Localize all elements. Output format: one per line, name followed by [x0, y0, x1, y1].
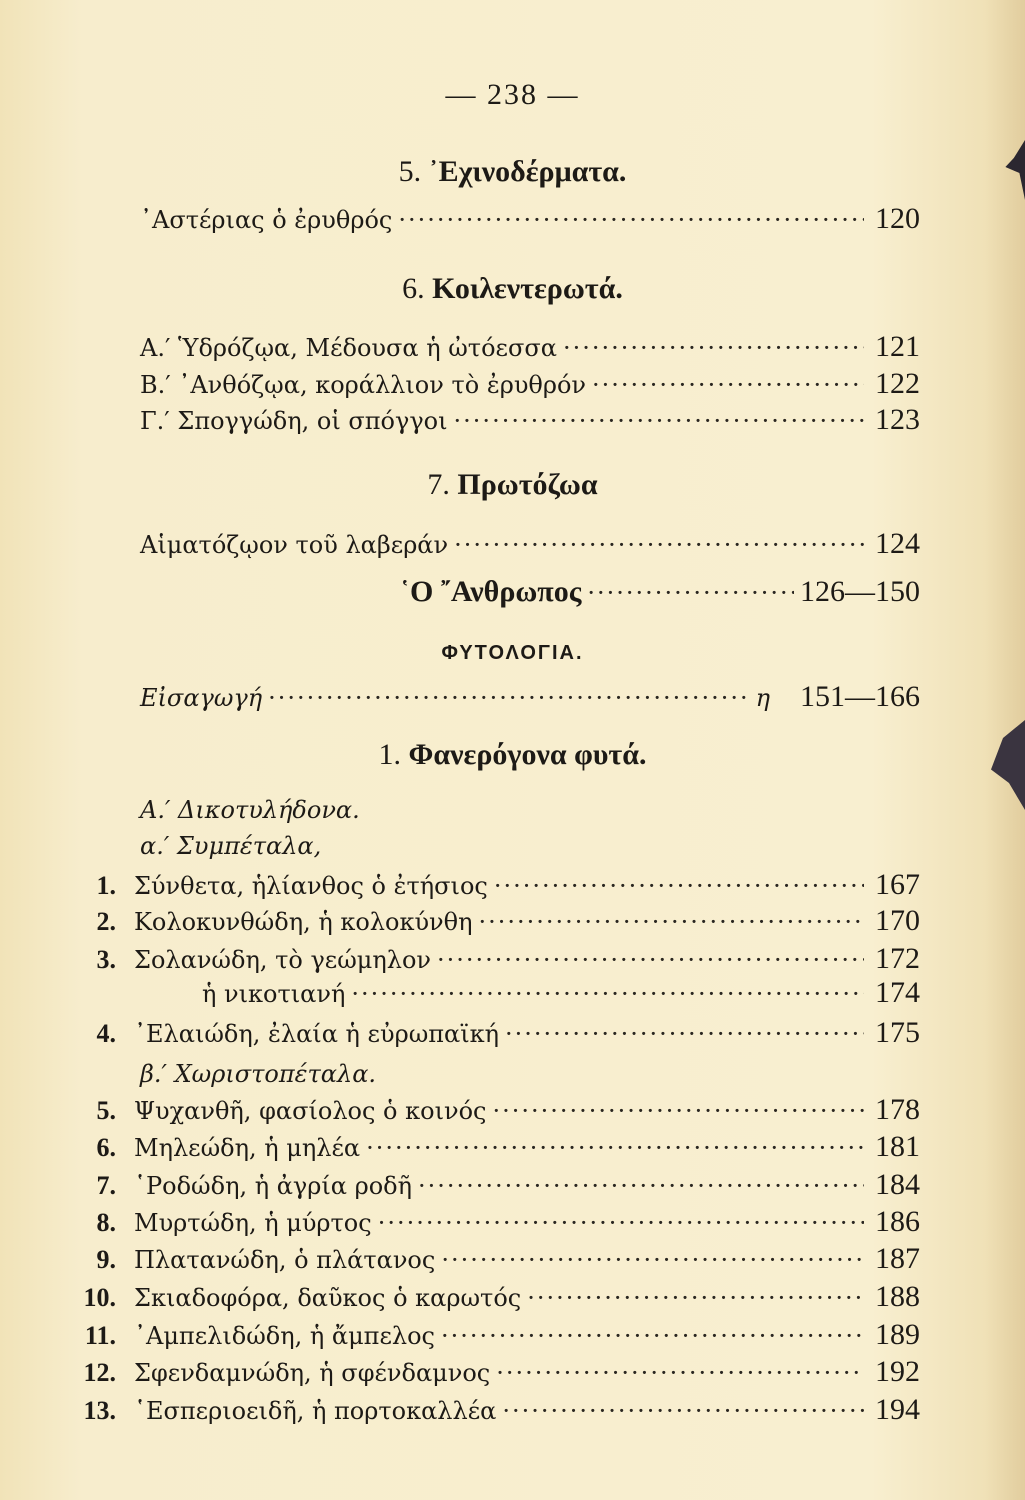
entry-mark: η	[755, 684, 770, 712]
dot-leader	[454, 407, 864, 435]
item-text: ῾Εσπεριοειδῆ, ἡ πορτοκαλλέα	[134, 1397, 497, 1425]
dot-leader	[496, 1359, 864, 1387]
entry-text: ᾿Αστέριας ὁ ἐρυθρός	[140, 206, 393, 234]
toc-entry	[140, 403, 920, 437]
item-number: 12.	[83, 1358, 116, 1387]
toc-entry	[140, 330, 920, 364]
dot-leader	[441, 1322, 864, 1350]
item-page: 170	[875, 904, 920, 937]
item-number: 8.	[96, 1208, 116, 1237]
item-page: 167	[875, 868, 920, 901]
item-page: 175	[875, 1016, 920, 1049]
section-heading-7	[0, 468, 1025, 502]
entry-page: 121	[875, 330, 920, 363]
item-page: 192	[875, 1355, 920, 1388]
item-page: 194	[875, 1393, 920, 1426]
section-title: Πρωτόζωα	[457, 468, 598, 501]
toc-item	[60, 1280, 920, 1314]
section-number: 5.	[398, 155, 422, 188]
item-page: 188	[875, 1280, 920, 1313]
item-text: Σολανώδη, τὸ γεώμηλον	[134, 946, 432, 974]
item-text: Ψυχανθῆ, φασίολος ὁ κοινός	[134, 1097, 487, 1125]
item-text: ᾿Ελαιώδη, ἐλαία ἡ εὐρωπαϊκή	[134, 1020, 500, 1048]
toc-entry	[140, 202, 920, 236]
dot-leader	[502, 1397, 864, 1425]
item-page: 172	[875, 942, 920, 975]
dot-leader	[492, 1097, 864, 1125]
entry-text: Αἱματόζῳον τοῦ λαβεράν	[140, 531, 449, 559]
item-number: 13.	[83, 1396, 116, 1425]
dot-leader	[454, 531, 864, 559]
toc-entry	[140, 680, 920, 714]
dot-leader	[563, 334, 864, 362]
item-number: 5.	[96, 1096, 116, 1125]
dot-leader	[505, 1020, 864, 1048]
entry-page: 122	[875, 367, 920, 400]
item-number: 7.	[96, 1171, 116, 1200]
dot-leader	[478, 908, 864, 936]
section-heading-1	[0, 738, 1025, 772]
page-number: — 238 —	[445, 78, 580, 111]
toc-item	[60, 1393, 920, 1427]
item-number: 2.	[96, 907, 116, 936]
dot-leader	[441, 1246, 864, 1274]
section-title: ᾿Εχινοδέρματα.	[428, 155, 627, 188]
item-number: 6.	[96, 1133, 116, 1162]
toc-entry	[400, 575, 920, 609]
item-number: 11.	[84, 1321, 116, 1350]
toc-item	[60, 868, 920, 902]
item-page: 181	[875, 1130, 920, 1163]
dot-leader	[366, 1134, 864, 1162]
entry-text: Εἰσαγωγή	[140, 684, 263, 712]
subgroup-label: Α.′ Δικοτυλήδονα.	[140, 796, 360, 824]
dot-leader	[351, 980, 864, 1008]
toc-item	[60, 1016, 920, 1050]
item-page: 174	[875, 976, 920, 1009]
item-page: 178	[875, 1093, 920, 1126]
entry-text: Α.′ Ὑδρόζῳα, Μέδουσα ἡ ὠτόεσσα	[140, 334, 557, 362]
subgroup-label: α.′ Συμπέταλα,	[140, 832, 322, 860]
entry-text: ῾Ο ῎Ανθρωπος	[400, 575, 582, 608]
toc-item	[60, 1130, 920, 1164]
entry-page: 123	[875, 403, 920, 436]
toc-item	[60, 976, 920, 1010]
toc-item	[60, 1355, 920, 1389]
toc-item	[60, 942, 920, 976]
item-number: 1.	[96, 871, 116, 900]
dot-leader	[398, 206, 864, 234]
item-text: Κολοκυνθώδη, ἡ κολοκύνθη	[134, 908, 473, 936]
subgroup-label: β.′ Χωριστοπέταλα.	[140, 1060, 377, 1088]
section-title: Φανερόγονα φυτά.	[408, 738, 647, 771]
section-heading-6	[0, 272, 1025, 306]
section-number: 1.	[378, 738, 402, 771]
dot-leader	[268, 684, 749, 712]
item-text: ἡ νικοτιανή	[202, 980, 346, 1008]
item-text: Σύνθετα, ἡλίανθος ὁ ἐτήσιος	[134, 872, 488, 900]
section-heading-5	[0, 155, 1025, 189]
item-number: 9.	[96, 1245, 116, 1274]
item-text: Σφενδαμνώδη, ἡ σφένδαμνος	[134, 1359, 491, 1387]
entry-page: 120	[875, 202, 920, 235]
section-number: 7.	[427, 468, 450, 501]
dot-leader	[378, 1209, 864, 1237]
item-text: Μυρτώδη, ἡ μύρτος	[134, 1209, 372, 1237]
section-number: 6.	[402, 272, 425, 305]
item-text: Σκιαδοφόρα, δαῦκος ὁ καρωτός	[134, 1284, 522, 1312]
toc-item	[60, 1205, 920, 1239]
part-heading: ΦΥΤΟΛΟΓΙΑ.	[441, 642, 584, 664]
item-text: ῾Ροδώδη, ἡ ἀγρία ροδῆ	[134, 1172, 413, 1200]
entry-text: Β.′ ᾿Ανθόζῳα, κοράλλιον τὸ ἐρυθρόν	[140, 371, 587, 399]
entry-page: 151—166	[800, 680, 920, 713]
section-title: Κοιλεντερωτά.	[432, 272, 623, 305]
item-page: 189	[875, 1318, 920, 1351]
item-text: Πλατανώδη, ὁ πλάτανος	[134, 1246, 436, 1274]
dot-leader	[587, 579, 794, 607]
item-number: 3.	[96, 945, 116, 974]
toc-item	[60, 1242, 920, 1276]
item-number: 4.	[96, 1019, 116, 1048]
dot-leader	[418, 1172, 864, 1200]
dot-leader	[592, 371, 864, 399]
toc-entry	[140, 367, 920, 401]
toc-entry	[140, 527, 920, 561]
item-text: Μηλεώδη, ἡ μηλέα	[134, 1134, 361, 1162]
toc-item	[60, 1093, 920, 1127]
toc-item	[60, 1168, 920, 1202]
item-number: 10.	[83, 1283, 116, 1312]
item-page: 184	[875, 1168, 920, 1201]
dot-leader	[437, 946, 864, 974]
entry-text: Γ.′ Σπογγώδη, οἱ σπόγγοι	[140, 407, 448, 435]
dot-leader	[527, 1284, 864, 1312]
item-page: 187	[875, 1242, 920, 1275]
item-text: ᾿Αμπελιδώδη, ἡ ἄμπελος	[134, 1322, 435, 1350]
dot-leader	[494, 872, 864, 900]
entry-page: 126—150	[800, 575, 920, 608]
toc-item	[60, 904, 920, 938]
entry-page: 124	[875, 527, 920, 560]
item-page: 186	[875, 1205, 920, 1238]
toc-item	[60, 1318, 920, 1352]
